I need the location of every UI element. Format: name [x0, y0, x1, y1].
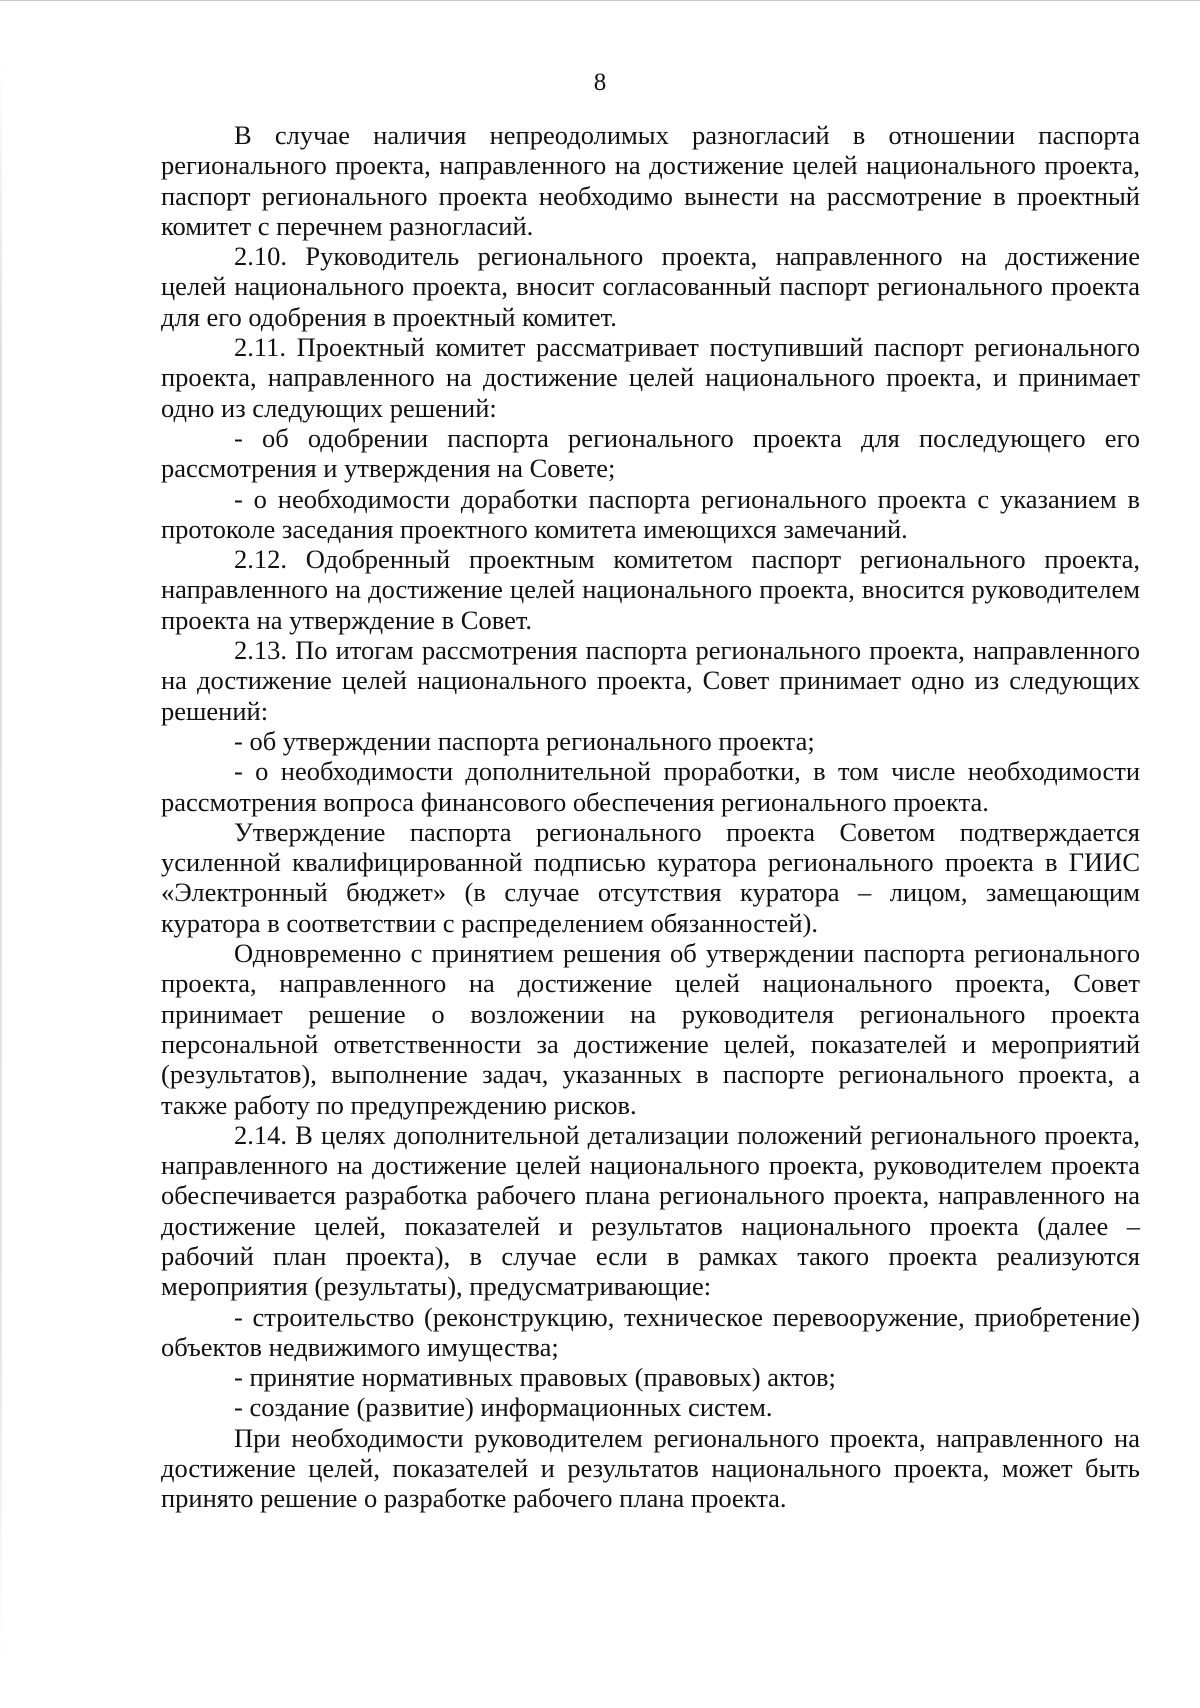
- page-number: 8: [593, 69, 607, 96]
- list-item-revision: - о необходимости доработки паспорта регионального проекта с указанием в протоколе заседания проектного комитета имеющихся замечаний.: [161, 483, 1140, 544]
- paragraph-2-12: 2.12. Одобренный проектным комитетом паспорт регионального проекта, направленного на достижение целей национального проекта, вносится руководителем проекта на утверждение в Совет.: [161, 544, 1140, 635]
- paragraph-responsibility: Одновременно с принятием решения об утверждении паспорта регионального проекта, направленного на достижение целей национального проекта, Совет принимает решение о возложении на руководителя регионального проекта персональной ответственности за достижение целей, показателей и мероприятий (результатов), выполнение задач, указанных в паспорте регионального проекта, а также работу по предупреждению рисков.: [161, 938, 1140, 1120]
- paragraph-signature: Утверждение паспорта регионального проекта Советом подтверждается усиленной квалифицированной подписью куратора регионального проекта в ГИИС «Электронный бюджет» (в случае отсутствия куратора – лицом, замещающим куратора в соответствии с распределением обязанностей).: [161, 816, 1140, 938]
- document-body: [161, 120, 1140, 1514]
- list-item-info-systems: - создание (развитие) информационных систем.: [234, 1392, 773, 1423]
- paragraph-2-10: 2.10. Руководитель регионального проекта, направленного на достижение целей национального проекта, вносит согласованный паспорт регионального проекта для его одобрения в проектный комитет.: [161, 241, 1140, 332]
- paragraph-2-13: 2.13. По итогам рассмотрения паспорта регионального проекта, направленного на достижение целей национального проекта, Совет принимает одно из следующих решений:: [161, 635, 1140, 726]
- paragraph-2-14: 2.14. В целях дополнительной детализации положений регионального проекта, направленного на достижение целей национального проекта, руководителем проекта обеспечивается разработка рабочего плана регионального проекта, направленного на достижение целей, показателей и результатов национального проекта (далее – рабочий план проекта), в случае если в рамках такого проекта реализуются мероприятия (результаты), предусматривающие:: [161, 1119, 1140, 1302]
- list-item-approval: - об одобрении паспорта регионального проекта для последующего его рассмотрения и утверждения на Совете;: [161, 422, 1140, 484]
- scan-left-edge: [0, 60, 2, 1660]
- paragraph-work-plan-decision: При необходимости руководителем регионального проекта, направленного на достижение целей, показателей и результатов национального проекта, может быть принято решение о разработке рабочего плана проекта.: [161, 1422, 1140, 1514]
- list-item-construction: - строительство (реконструкцию, техническое перевооружение, приобретение) объектов недвижимого имущества;: [161, 1301, 1140, 1362]
- list-item-legal-acts: - принятие нормативных правовых (правовых) актов;: [234, 1362, 836, 1393]
- paragraph-disagreements: В случае наличия непреодолимых разногласий в отношении паспорта регионального проекта, направленного на достижение целей национального проекта, паспорт регионального проекта необходимо вынести на рассмотрение в проектный комитет с перечнем разногласий.: [161, 120, 1140, 241]
- list-item-approve-passport: - об утверждении паспорта регионального проекта;: [234, 725, 815, 756]
- paragraph-2-11: 2.11. Проектный комитет рассматривает поступивший паспорт регионального проекта, направленного на достижение целей национального проекта, и принимает одно из следующих решений:: [161, 332, 1140, 423]
- list-item-additional-study: - о необходимости дополнительной проработки, в том числе необходимости рассмотрения вопроса финансового обеспечения регионального проекта.: [161, 756, 1140, 817]
- scan-top-edge: [0, 0, 1200, 7]
